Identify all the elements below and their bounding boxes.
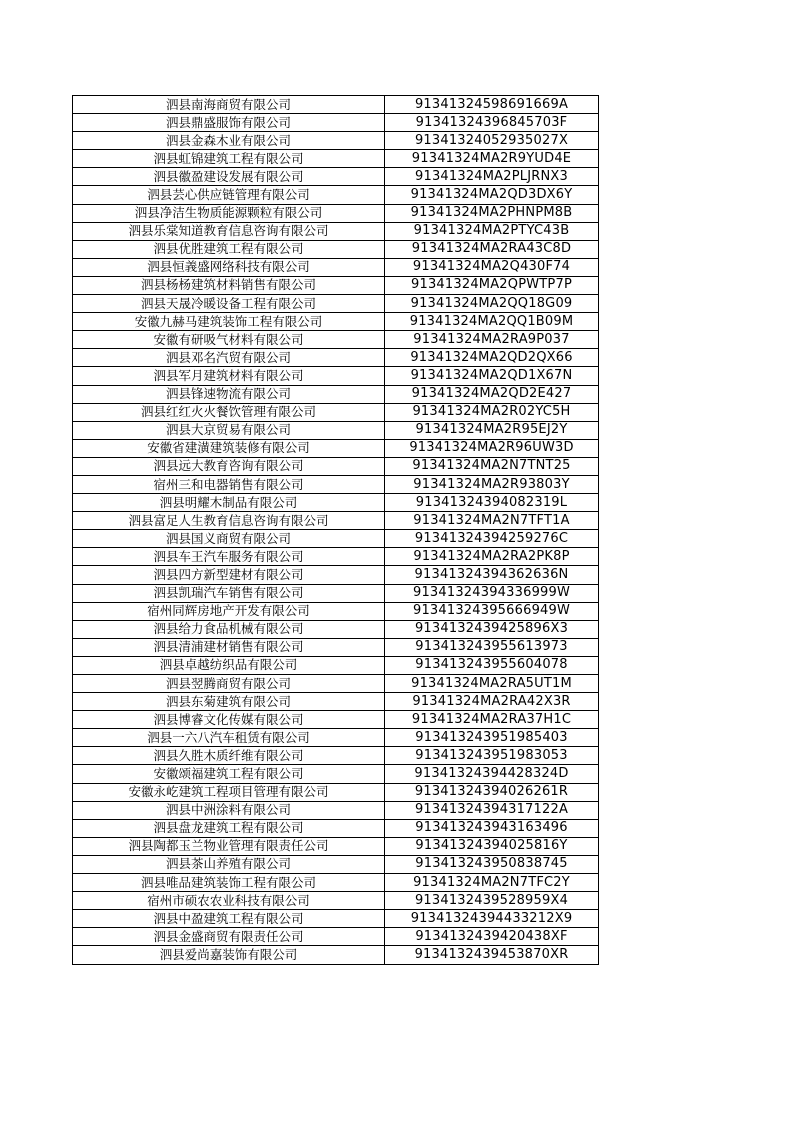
table-row [73,331,599,349]
table-row [73,584,599,602]
table-row [73,313,599,331]
table-row [73,96,599,114]
company-name-cell: 宿州三和电器销售有限公司 [73,475,385,493]
company-name-cell: 泗县东菊建筑有限公司 [73,693,385,711]
credit-code-cell: 9134132439425896X3 [385,620,599,638]
credit-code-cell: 91341324395666949W [385,602,599,620]
credit-code-cell: 913413243955604078 [385,656,599,674]
company-name-cell: 泗县明耀木制品有限公司 [73,494,385,512]
table-row [73,747,599,765]
company-name-cell: 泗县博睿文化传媒有限公司 [73,711,385,729]
credit-code-cell: 91341324MA2R96UW3D [385,439,599,457]
company-name-cell: 泗县凯瑞汽车销售有限公司 [73,584,385,602]
company-name-cell: 泗县杨杨建筑材料销售有限公司 [73,276,385,294]
table-row [73,403,599,421]
table-row [73,114,599,132]
table-row [73,548,599,566]
table-row [73,385,599,403]
credit-code-cell: 91341324598691669A [385,96,599,114]
company-name-cell: 泗县卓越纺织品有限公司 [73,656,385,674]
company-name-cell: 安徽有研吸气材料有限公司 [73,331,385,349]
credit-code-cell: 91341324396845703F [385,114,599,132]
table-row [73,801,599,819]
table-row [73,566,599,584]
table-row [73,765,599,783]
credit-code-cell: 91341324394428324D [385,765,599,783]
table-row [73,222,599,240]
company-name-cell: 泗县乐棠知道教育信息咨询有限公司 [73,222,385,240]
credit-code-cell: 91341324MA2QD1X67N [385,367,599,385]
credit-code-cell: 91341324052935027X [385,132,599,150]
table-row [73,295,599,313]
table-row [73,186,599,204]
table-row [73,656,599,674]
company-table [72,95,599,965]
table-row [73,638,599,656]
credit-code-cell: 91341324MA2QPWTP7P [385,276,599,294]
company-name-cell: 泗县一六八汽车租赁有限公司 [73,729,385,747]
company-name-cell: 安徽永屹建筑工程项目管理有限公司 [73,783,385,801]
company-name-cell: 安徽省建潢建筑装修有限公司 [73,439,385,457]
table-row [73,783,599,801]
credit-code-cell: 91341324MA2R95EJ2Y [385,421,599,439]
table-row [73,910,599,928]
table-row [73,675,599,693]
company-name-cell: 泗县芸心供应链管理有限公司 [73,186,385,204]
credit-code-cell: 91341324394082319L [385,494,599,512]
company-name-cell: 泗县茶山养殖有限公司 [73,855,385,873]
table-row [73,874,599,892]
credit-code-cell: 9134132439420438XF [385,928,599,946]
table-row [73,276,599,294]
credit-code-cell: 91341324394025816Y [385,837,599,855]
credit-code-cell: 9134132439528959X4 [385,892,599,910]
credit-code-cell: 9134132439453870XR [385,946,599,964]
credit-code-cell: 91341324MA2PLJRNX3 [385,168,599,186]
table-row [73,421,599,439]
company-name-cell: 泗县给力食品机械有限公司 [73,620,385,638]
table-row [73,168,599,186]
credit-code-cell: 91341324MA2QQ18G09 [385,295,599,313]
company-name-cell: 泗县虹锦建筑工程有限公司 [73,150,385,168]
credit-code-cell: 91341324394433212X9 [385,910,599,928]
company-name-cell: 泗县国义商贸有限公司 [73,530,385,548]
credit-code-cell: 91341324MA2RA5UT1M [385,675,599,693]
company-name-cell: 泗县金盛商贸有限责任公司 [73,928,385,946]
table-row [73,204,599,222]
table-row [73,620,599,638]
table-row [73,367,599,385]
table-row [73,928,599,946]
company-name-cell: 泗县邓名汽贸有限公司 [73,349,385,367]
company-name-cell: 泗县车王汽车服务有限公司 [73,548,385,566]
company-name-cell: 泗县久胜木质纤维有限公司 [73,747,385,765]
table-row [73,693,599,711]
company-name-cell: 泗县陶都玉兰物业管理有限责任公司 [73,837,385,855]
table-row [73,349,599,367]
credit-code-cell: 91341324MA2RA42X3R [385,693,599,711]
company-name-cell: 宿州市硕农农业科技有限公司 [73,892,385,910]
company-name-cell: 泗县爱尚嘉装饰有限公司 [73,946,385,964]
table-row [73,837,599,855]
company-table-body [73,96,599,965]
company-name-cell: 宿州同辉房地产开发有限公司 [73,602,385,620]
company-name-cell: 泗县翌腾商贸有限公司 [73,675,385,693]
table-row [73,602,599,620]
credit-code-cell: 91341324MA2QD2QX66 [385,349,599,367]
table-row [73,729,599,747]
company-list-sheet [72,95,598,965]
company-name-cell: 泗县南海商贸有限公司 [73,96,385,114]
credit-code-cell: 91341324394317122A [385,801,599,819]
company-name-cell: 泗县中洲涂料有限公司 [73,801,385,819]
company-name-cell: 泗县锋速物流有限公司 [73,385,385,403]
credit-code-cell: 91341324MA2RA43C8D [385,240,599,258]
credit-code-cell: 91341324MA2R02YC5H [385,403,599,421]
company-name-cell: 泗县鼎盛服饰有限公司 [73,114,385,132]
credit-code-cell: 91341324394336999W [385,584,599,602]
company-name-cell: 泗县徽盈建设发展有限公司 [73,168,385,186]
company-name-cell: 泗县远大教育咨询有限公司 [73,457,385,475]
company-name-cell: 安徽九赫马建筑装饰工程有限公司 [73,313,385,331]
table-row [73,132,599,150]
credit-code-cell: 91341324MA2Q430F74 [385,258,599,276]
credit-code-cell: 91341324MA2RA9P037 [385,331,599,349]
table-row [73,258,599,276]
credit-code-cell: 91341324MA2RA2PK8P [385,548,599,566]
table-row [73,819,599,837]
table-row [73,512,599,530]
company-name-cell: 泗县优胜建筑工程有限公司 [73,240,385,258]
table-row [73,439,599,457]
table-row [73,711,599,729]
credit-code-cell: 91341324MA2N7TFT1A [385,512,599,530]
company-name-cell: 泗县净洁生物质能源颗粒有限公司 [73,204,385,222]
table-row [73,150,599,168]
credit-code-cell: 913413243955613973 [385,638,599,656]
company-name-cell: 泗县富足人生教育信息咨询有限公司 [73,512,385,530]
credit-code-cell: 91341324MA2QQ1B09M [385,313,599,331]
company-name-cell: 泗县金森木业有限公司 [73,132,385,150]
table-row [73,855,599,873]
credit-code-cell: 91341324MA2N7TFC2Y [385,874,599,892]
table-row [73,946,599,964]
company-name-cell: 泗县中盈建筑工程有限公司 [73,910,385,928]
credit-code-cell: 91341324MA2QD2E427 [385,385,599,403]
table-row [73,240,599,258]
credit-code-cell: 91341324MA2RA37H1C [385,711,599,729]
company-name-cell: 泗县大京贸易有限公司 [73,421,385,439]
company-name-cell: 泗县清浦建材销售有限公司 [73,638,385,656]
table-row [73,475,599,493]
company-name-cell: 泗县四方新型建材有限公司 [73,566,385,584]
credit-code-cell: 91341324MA2N7TNT25 [385,457,599,475]
credit-code-cell: 913413243943163496 [385,819,599,837]
credit-code-cell: 91341324394259276C [385,530,599,548]
company-name-cell: 泗县盘龙建筑工程有限公司 [73,819,385,837]
credit-code-cell: 91341324MA2R93803Y [385,475,599,493]
table-row [73,494,599,512]
company-name-cell: 泗县红红火火餐饮管理有限公司 [73,403,385,421]
company-name-cell: 泗县天晟冷暖设备工程有限公司 [73,295,385,313]
company-name-cell: 泗县军月建筑材料有限公司 [73,367,385,385]
credit-code-cell: 91341324MA2QD3DX6Y [385,186,599,204]
credit-code-cell: 913413243950838745 [385,855,599,873]
table-row [73,530,599,548]
credit-code-cell: 91341324MA2PTYC43B [385,222,599,240]
credit-code-cell: 913413243951983053 [385,747,599,765]
table-row [73,892,599,910]
company-name-cell: 泗县唯品建筑装饰工程有限公司 [73,874,385,892]
credit-code-cell: 91341324MA2R9YUD4E [385,150,599,168]
company-name-cell: 安徽颂福建筑工程有限公司 [73,765,385,783]
credit-code-cell: 91341324394362636N [385,566,599,584]
table-row [73,457,599,475]
credit-code-cell: 91341324394026261R [385,783,599,801]
credit-code-cell: 913413243951985403 [385,729,599,747]
credit-code-cell: 91341324MA2PHNPM8B [385,204,599,222]
company-name-cell: 泗县恒義盛网络科技有限公司 [73,258,385,276]
